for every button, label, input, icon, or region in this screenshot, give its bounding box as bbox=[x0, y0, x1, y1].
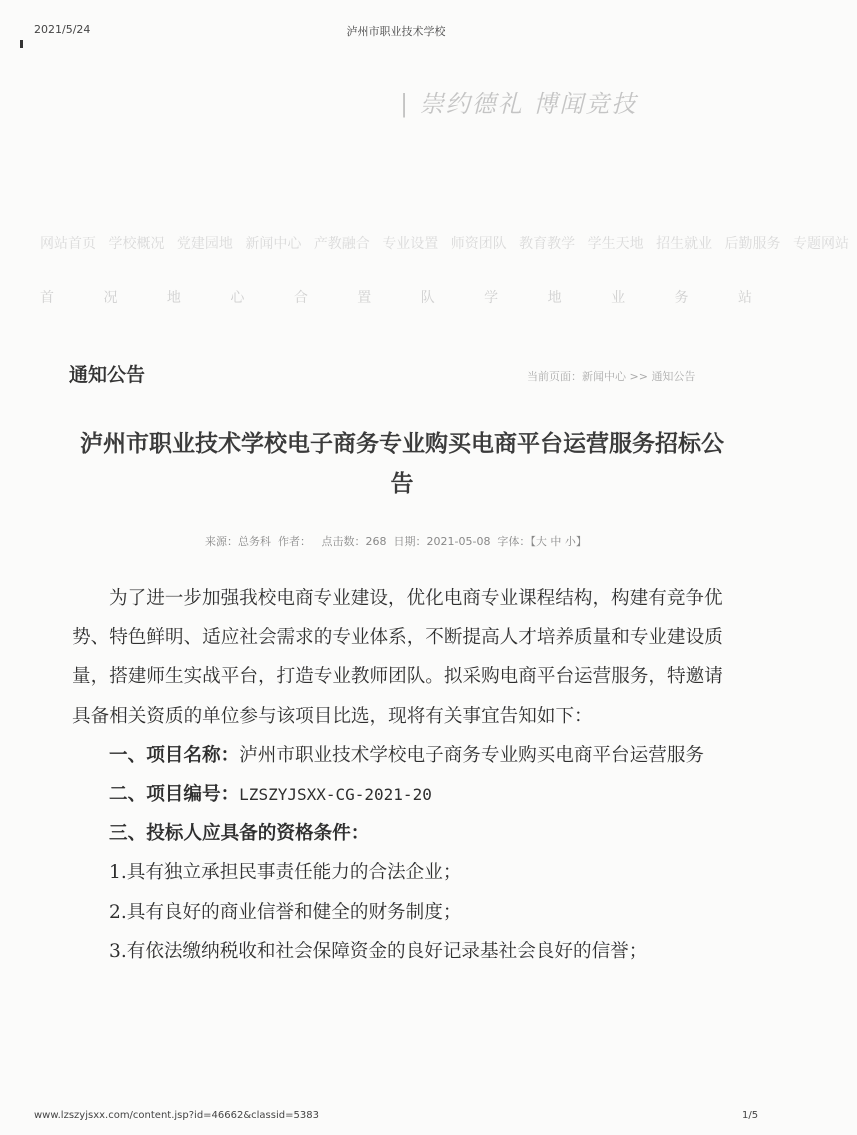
nav-item[interactable]: 师资团队 bbox=[450, 236, 507, 252]
nav-fragment: 业 bbox=[611, 290, 626, 306]
nav-fragment: 况 bbox=[103, 290, 118, 306]
print-footer-url: www.lzszyjsxx.com/content.jsp?id=46662&classid=5383 bbox=[34, 1110, 319, 1121]
nav-item[interactable]: 后勤服务 bbox=[724, 236, 781, 252]
section-title: 通知公告 bbox=[69, 364, 146, 386]
nav-fragment: 务 bbox=[674, 290, 689, 306]
breadcrumb-separator: >> bbox=[626, 370, 652, 383]
primary-nav bbox=[40, 233, 849, 253]
nav-item[interactable]: 专业设置 bbox=[382, 236, 439, 252]
project-number-line bbox=[72, 775, 736, 814]
condition-item: 1.具有独立承担民事责任能力的合法企业； bbox=[109, 862, 462, 884]
secondary-nav bbox=[40, 287, 792, 307]
nav-fragment: 置 bbox=[357, 290, 372, 306]
nav-item[interactable]: 招生就业 bbox=[656, 236, 713, 252]
qualification-heading: 三、投标人应具备的资格条件： bbox=[109, 823, 370, 845]
nav-item[interactable]: 党建园地 bbox=[176, 236, 233, 252]
article-title: 泸州市职业技术学校电子商务专业购买电商平台运营服务招标公告 bbox=[80, 431, 724, 497]
project-name-label: 一、项目名称： bbox=[109, 744, 240, 766]
nav-fragment: 合 bbox=[293, 290, 308, 306]
print-header-title: 泸州市职业技术学校 bbox=[346, 25, 446, 38]
nav-fragment: 站 bbox=[737, 290, 752, 306]
nav-fragment: 学 bbox=[484, 290, 499, 306]
breadcrumb-link-notices[interactable]: 通知公告 bbox=[651, 370, 696, 383]
intro-paragraph: 为了进一步加强我校电商专业建设，优化电商专业课程结构，构建有竞争优势、特色鲜明、适应社会需求的专业体系，不断提高人才培养质量和专业建设质量，搭建师生实战平台，打造专业教师团队。拟采购电商平台运营服务，特邀请具备相关资质的单位参与该项目比选，现将有关事宜告知如下： bbox=[72, 588, 723, 727]
nav-item[interactable]: 新闻中心 bbox=[245, 236, 302, 252]
condition-item: 3.有依法缴纳税收和社会保障资金的良好记录基社会良好的信誉； bbox=[109, 940, 648, 962]
article-body bbox=[72, 579, 736, 971]
breadcrumb-prefix: 当前页面： bbox=[527, 370, 582, 383]
school-motto: | 崇约德礼 博闻竞技 bbox=[400, 90, 638, 118]
print-date: 2021/5/24 bbox=[34, 23, 91, 36]
nav-fragment: 队 bbox=[420, 290, 435, 306]
project-name-value: 泸州市职业技术学校电子商务专业购买电商平台运营服务 bbox=[239, 744, 705, 766]
project-name-line bbox=[72, 736, 736, 775]
nav-item[interactable]: 产教融合 bbox=[313, 236, 370, 252]
nav-item[interactable]: 专题网站 bbox=[792, 236, 849, 252]
nav-item[interactable]: 网站首页 bbox=[40, 236, 96, 252]
scan-mark bbox=[20, 40, 23, 48]
nav-fragment: 心 bbox=[230, 290, 245, 306]
condition-item: 2.具有良好的商业信誉和健全的财务制度； bbox=[109, 901, 462, 923]
nav-item[interactable]: 学生天地 bbox=[587, 236, 644, 252]
project-number-label: 二、项目编号： bbox=[109, 784, 240, 806]
print-footer-page: 1/5 bbox=[742, 1110, 759, 1121]
nav-item[interactable]: 学校概况 bbox=[108, 236, 165, 252]
article-meta: 来源：总务科 作者： 点击数：268 日期：2021-05-08 字体：【大 中 小】 bbox=[205, 535, 587, 548]
project-number-value: LZSZYJSXX-CG-2021-20 bbox=[239, 785, 432, 805]
breadcrumb-link-news[interactable]: 新闻中心 bbox=[582, 370, 626, 383]
nav-fragment: 地 bbox=[547, 290, 562, 306]
nav-item[interactable]: 教育教学 bbox=[519, 236, 576, 252]
breadcrumb bbox=[527, 368, 695, 384]
nav-fragment: 首 bbox=[40, 290, 54, 306]
nav-fragment: 地 bbox=[166, 290, 181, 306]
